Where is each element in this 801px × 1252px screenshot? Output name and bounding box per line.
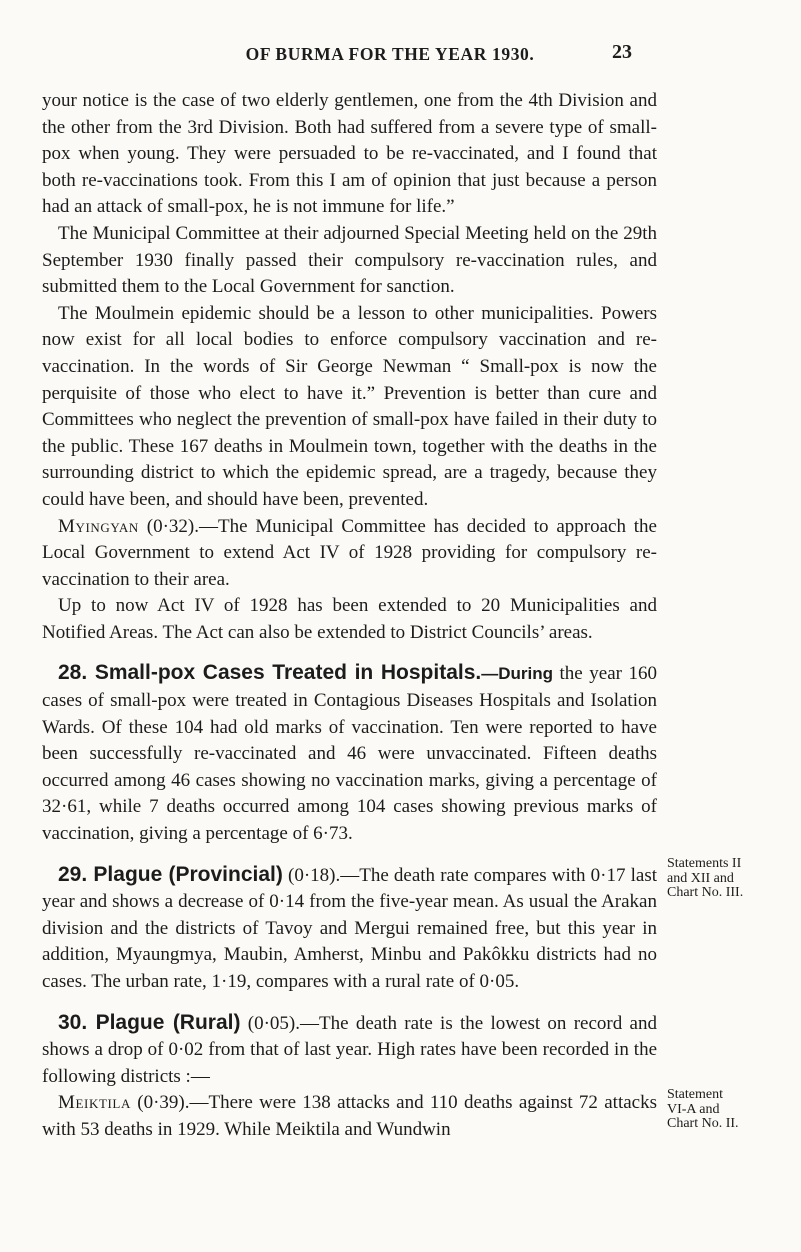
section-30-number: 30.: [58, 1010, 88, 1034]
section-29-number: 29.: [58, 862, 88, 886]
meiktila-text: (0·39).—There were 138 attacks and 110 deaths against 72 attacks with 53 deaths in 1929. While Meiktila and Wundwin: [42, 1092, 657, 1140]
running-header: OF BURMA FOR THE YEAR 1930.: [245, 44, 535, 64]
section-29-text: (0·18).—The death rate compares with 0·17 last year and shows a decrease of 0·14 from the five-year mean. As usual the Arakan division and the districts of Tavoy and Mergui remained free, but this year in addition, Myaungmya, Maubin, Amherst, Minbu and Pakôkku districts had no cases. The urban rate, 1·19, compares with a rural rate of 0·05.: [42, 864, 658, 992]
paragraph-compulsory-rules: The Municipal Committee at their adjourned Special Meeting held on the 29th September 1930 finally passed their compulsory re-vaccination rules, and submitted them to the Local Government for sanction.: [42, 222, 657, 298]
section-30-heading: Plague (Rural): [87, 1010, 241, 1034]
page-number: 23: [612, 41, 632, 63]
section-28-number: 28.: [58, 661, 88, 685]
body-text: [42, 88, 657, 1144]
section-30-text: (0·05).—The death rate is the lowest on record and shows a drop of 0·02 from that of last year. High rates have been recorded in the following districts :—: [42, 1012, 657, 1087]
section-28-heading: Small-pox Cases Treated in Hospitals.: [87, 661, 482, 685]
myingyan-label: Myingyan: [58, 515, 139, 537]
section-28: [42, 660, 657, 847]
paragraph-myingyan: [42, 514, 657, 594]
section-29-heading: Plague (Provincial): [87, 862, 283, 886]
paragraph-moulmein-lesson: The Moulmein epidemic should be a lesson to other municipalities. Powers now exist for all local bodies to enforce compulsory vaccination and re-vaccination. In the words of Sir George Newman “ Small-pox is now the perquisite of those who elect to have it.” Prevention is better than cure and Committees who neglect the prevention of small-pox have failed in their duty to the public. These 167 deaths in Moulmein town, together with the deaths in the surrounding district to which the epidemic spread, are a tragedy, because they could have been, and should have been, prevented.: [42, 302, 657, 510]
section-28-text: the year 160 cases of small-pox were treated in Contagious Diseases Hospitals and Isolation Wards. Of these 104 had old marks of vaccination. Ten were reported to have been successfully re-vaccinated and 46 were unvaccinated. Fifteen deaths occurred among 46 cases showing no vaccination marks, giving a percentage of 32·61, while 7 deaths occurred among 104 cases showing previous marks of vaccination, giving a percentage of 6·73.: [42, 663, 657, 845]
meiktila-label: Meiktila: [58, 1092, 131, 1114]
paragraph-act-iv: Up to now Act IV of 1928 has been extended to 20 Municipalities and Notified Areas. The Act can also be extended to District Councils’ areas.: [42, 595, 657, 643]
paragraph-meiktila: [42, 1090, 657, 1143]
section-28-dash: —During: [481, 664, 553, 684]
margin-note-statement-vi-a: Statement VI-A and Chart No. II.: [667, 1087, 739, 1131]
paragraph-continuation: your notice is the case of two elderly gentlemen, one from the 4th Division and the other from the 3rd Division. Both had suffered from a severe type of small-pox when young. They were persuaded to be re-vaccinated, and I found that both re-vaccinations took. From this I am of opinion that just because a person had an attack of small-pox, he is not immune for life.”: [42, 90, 657, 218]
myingyan-text: (0·32).—The Municipal Committee has decided to approach the Local Government to extend Act IV of 1928 providing for compulsory re-vaccination to their area.: [42, 515, 657, 590]
section-30: [42, 1010, 657, 1091]
margin-note-statements-ii-xii: Statements II and XII and Chart No. III.: [667, 856, 744, 900]
section-29: [42, 862, 657, 996]
